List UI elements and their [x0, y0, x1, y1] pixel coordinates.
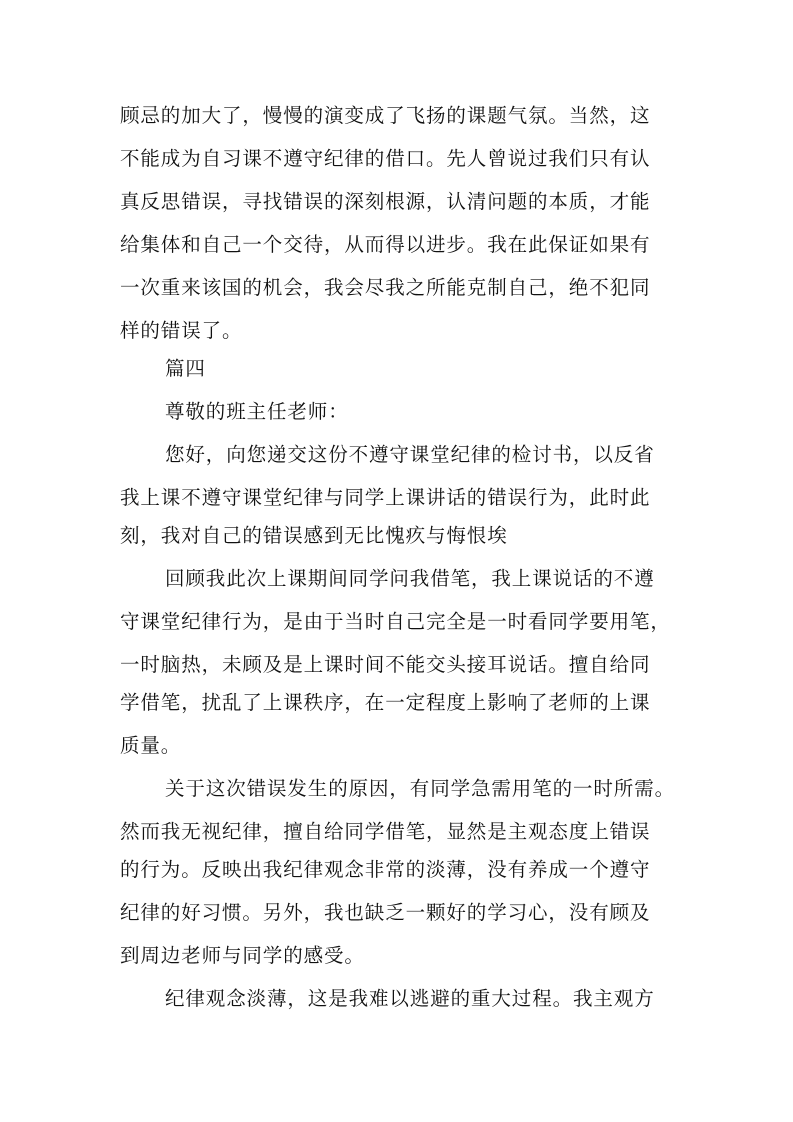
- text-line: 刻，我对自己的错误感到无比愧疚与悔恨埃: [120, 524, 508, 547]
- text-line: 纪律的好习惯。另外，我也缺乏一颗好的学习心，没有顾及: [120, 901, 651, 924]
- text-line: 回顾我此次上课期间同学问我借笔，我上课说话的不遵: [165, 567, 655, 590]
- text-line: 您好，向您递交这份不遵守课堂纪律的检讨书，以反省: [165, 443, 655, 466]
- salutation: 尊敬的班主任老师：: [165, 400, 349, 423]
- text-line: 一次重来该国的机会，我会尽我之所能克制自己，绝不犯同: [120, 276, 651, 299]
- text-line: 然而我无视纪律，擅自给同学借笔，显然是主观态度上错误: [120, 820, 651, 843]
- text-line: 给集体和自己一个交待，从而得以进步。我在此保证如果有: [120, 233, 651, 256]
- text-line: 一时脑热，未顾及是上课时间不能交头接耳说话。擅自给同: [120, 653, 651, 676]
- text-line: 不能成为自习课不遵守纪律的借口。先人曾说过我们只有认: [120, 147, 651, 170]
- text-line: 学借笔，扰乱了上课秩序，在一定程度上影响了老师的上课: [120, 691, 651, 714]
- text-line: 顾忌的加大了，慢慢的演变成了飞扬的课题气氛。当然，这: [120, 104, 651, 127]
- text-line: 的行为。反映出我纪律观念非常的淡薄，没有养成一个遵守: [120, 858, 651, 881]
- text-line: 真反思错误，寻找错误的深刻根源，认清问题的本质，才能: [120, 190, 651, 213]
- text-line: 纪律观念淡薄，这是我难以逃避的重大过程。我主观方: [165, 987, 655, 1010]
- text-line: 样的错误了。: [120, 319, 243, 342]
- text-line: 我上课不遵守课堂纪律与同学上课讲话的错误行为，此时此: [120, 486, 651, 509]
- text-line: 关于这次错误发生的原因，有同学急需用笔的一时所需。: [165, 777, 676, 800]
- text-line: 质量。: [120, 734, 182, 757]
- section-heading: 篇四: [165, 357, 206, 380]
- text-line: 到周边老师与同学的感受。: [120, 944, 365, 967]
- text-line: 守课堂纪律行为，是由于当时自己完全是一时看同学要用笔，: [120, 610, 671, 633]
